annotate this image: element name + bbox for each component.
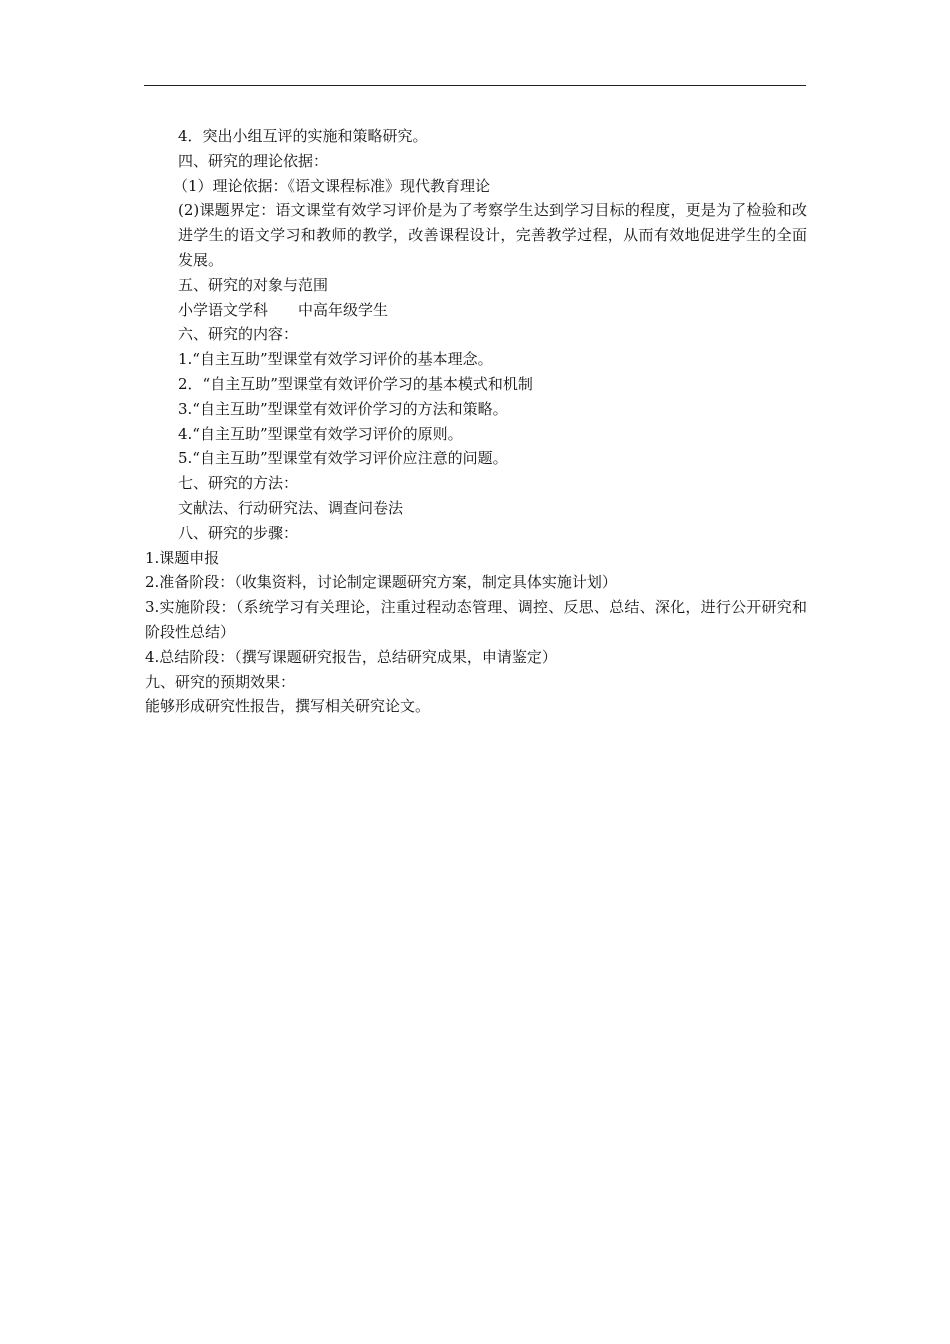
- header-rule: [144, 85, 806, 86]
- subject-left: 小学语文学科: [178, 300, 269, 319]
- list-item: 4.总结阶段：（撰写课题研究报告，总结研究成果，申请鉴定）: [145, 647, 557, 666]
- list-item: 3.“自主互助”型课堂有效评价学习的方法和策略。: [178, 399, 508, 418]
- list-item: 1.“自主互助”型课堂有效学习评价的基本理念。: [178, 350, 493, 369]
- section-heading: 五、研究的对象与范围: [178, 275, 329, 294]
- list-item: 1.课题申报: [145, 548, 220, 567]
- text-line: 4．突出小组互评的实施和策略研究。: [178, 127, 428, 145]
- section-heading: 九、研究的预期效果：: [145, 672, 296, 691]
- section-heading: 四、研究的理论依据：: [178, 151, 329, 170]
- subject-scope-line: [145, 298, 807, 323]
- text-line: 文献法、行动研究法、调查问卷法: [178, 498, 404, 517]
- list-item: 2．“自主互助”型课堂有效评价学习的基本模式和机制: [178, 374, 533, 393]
- section-heading: 六、研究的内容：: [178, 325, 299, 344]
- paragraph: (2)课题界定：语文课堂有效学习评价是为了考察学生达到学习目标的程度，更是为了检验和改进学生的语文学习和教师的教学，改善课程设计，完善教学过程，从而有效地促进学生的全面发展。: [178, 201, 807, 269]
- document-body: [145, 124, 807, 719]
- subject-right: 中高年级学生: [298, 300, 389, 319]
- list-item: 4.“自主互助”型课堂有效学习评价的原则。: [178, 424, 463, 443]
- list-item: 3.实施阶段：（系统学习有关理论，注重过程动态管理、调控、反思、总结、深化，进行公开研究和阶段性总结）: [145, 598, 807, 641]
- section-heading: 八、研究的步骤：: [178, 523, 299, 542]
- text-line: （1）理论依据：《语文课程标准》现代教育理论: [173, 176, 491, 195]
- list-item: 2.准备阶段：（收集资料，讨论制定课题研究方案，制定具体实施计划）: [145, 573, 617, 592]
- list-item: 5.“自主互助”型课堂有效学习评价应注意的问题。: [178, 449, 508, 468]
- section-heading: 七、研究的方法：: [178, 474, 299, 493]
- text-line: 能够形成研究性报告，撰写相关研究论文。: [145, 697, 431, 716]
